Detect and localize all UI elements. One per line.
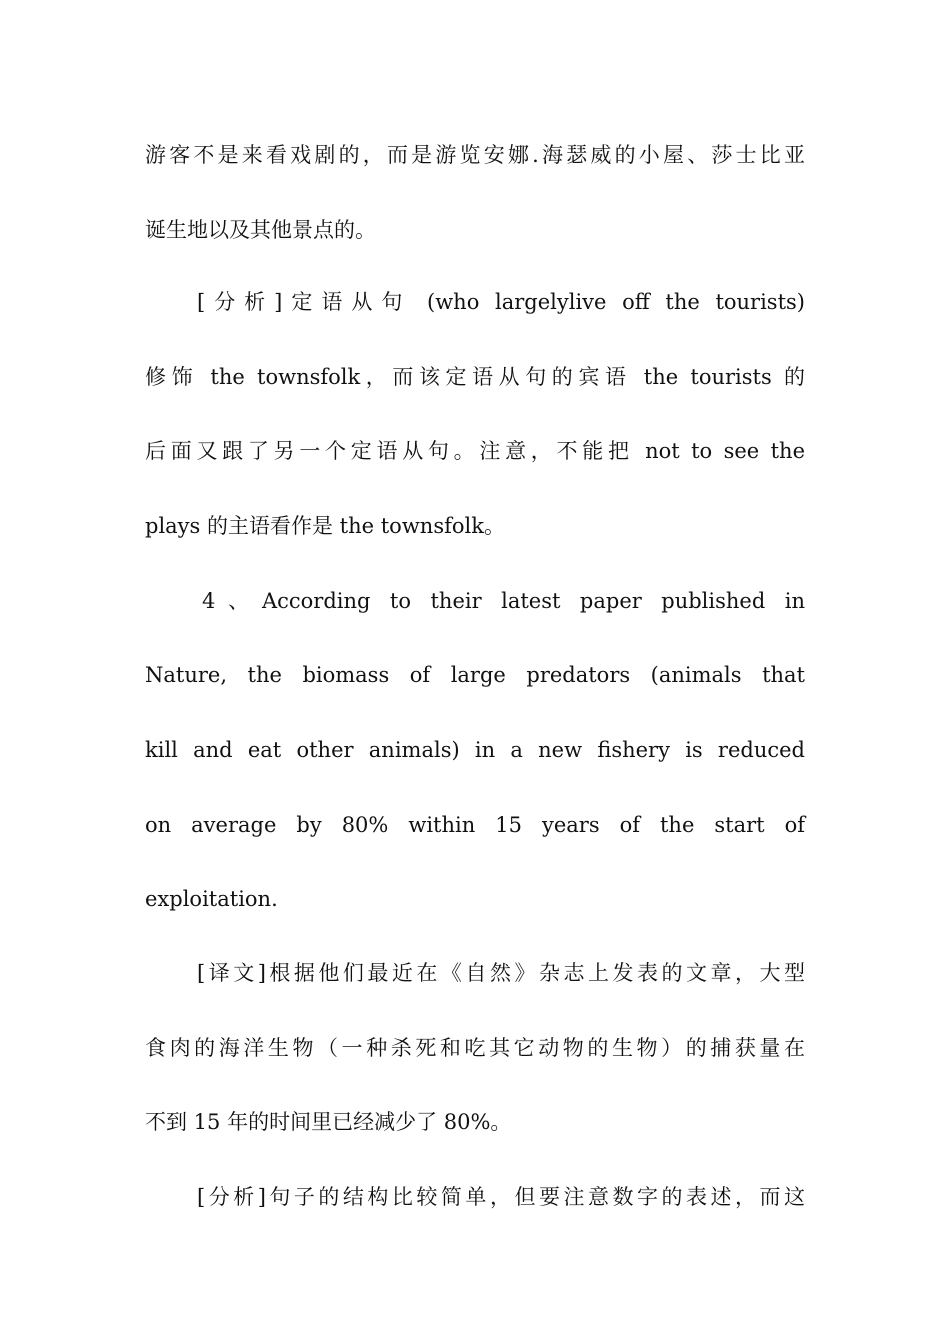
analysis-line-4: plays 的主语看作是 the townsfolk。 — [145, 514, 505, 538]
text-line-2: 诞生地以及其他景点的。 — [145, 218, 376, 242]
item-4-line-2: Nature, the biomass of large predators (animals that — [145, 663, 805, 687]
item-4-line-1: 4、According to their latest paper published in — [202, 589, 805, 613]
translation-line-2: 食肉的海洋生物（一种杀死和吃其它动物的生物）的捕获量在 — [145, 1036, 805, 1060]
analysis-2-line-1: [分析]句子的结构比较简单，但要注意数字的表述，而这 — [197, 1185, 805, 1209]
item-4-line-5: exploitation. — [145, 887, 278, 911]
item-4-line-3: kill and eat other animals) in a new fishery is reduced — [145, 738, 805, 762]
analysis-line-3: 后面又跟了另一个定语从句。注意，不能把 not to see the — [145, 439, 805, 463]
analysis-line-1: [分析]定语从句 (who largelylive off the tourists) — [197, 290, 805, 314]
analysis-line-2: 修饰 the townsfolk，而该定语从句的宾语 the tourists 的 — [145, 365, 805, 389]
text-line-1: 游客不是来看戏剧的，而是游览安娜.海瑟威的小屋、莎士比亚 — [145, 143, 805, 167]
translation-line-1: [译文]根据他们最近在《自然》杂志上发表的文章，大型 — [197, 961, 805, 985]
item-4-line-4: on average by 80% within 15 years of the start of — [145, 813, 805, 837]
translation-line-3: 不到 15 年的时间里已经减少了 80%。 — [145, 1110, 512, 1134]
